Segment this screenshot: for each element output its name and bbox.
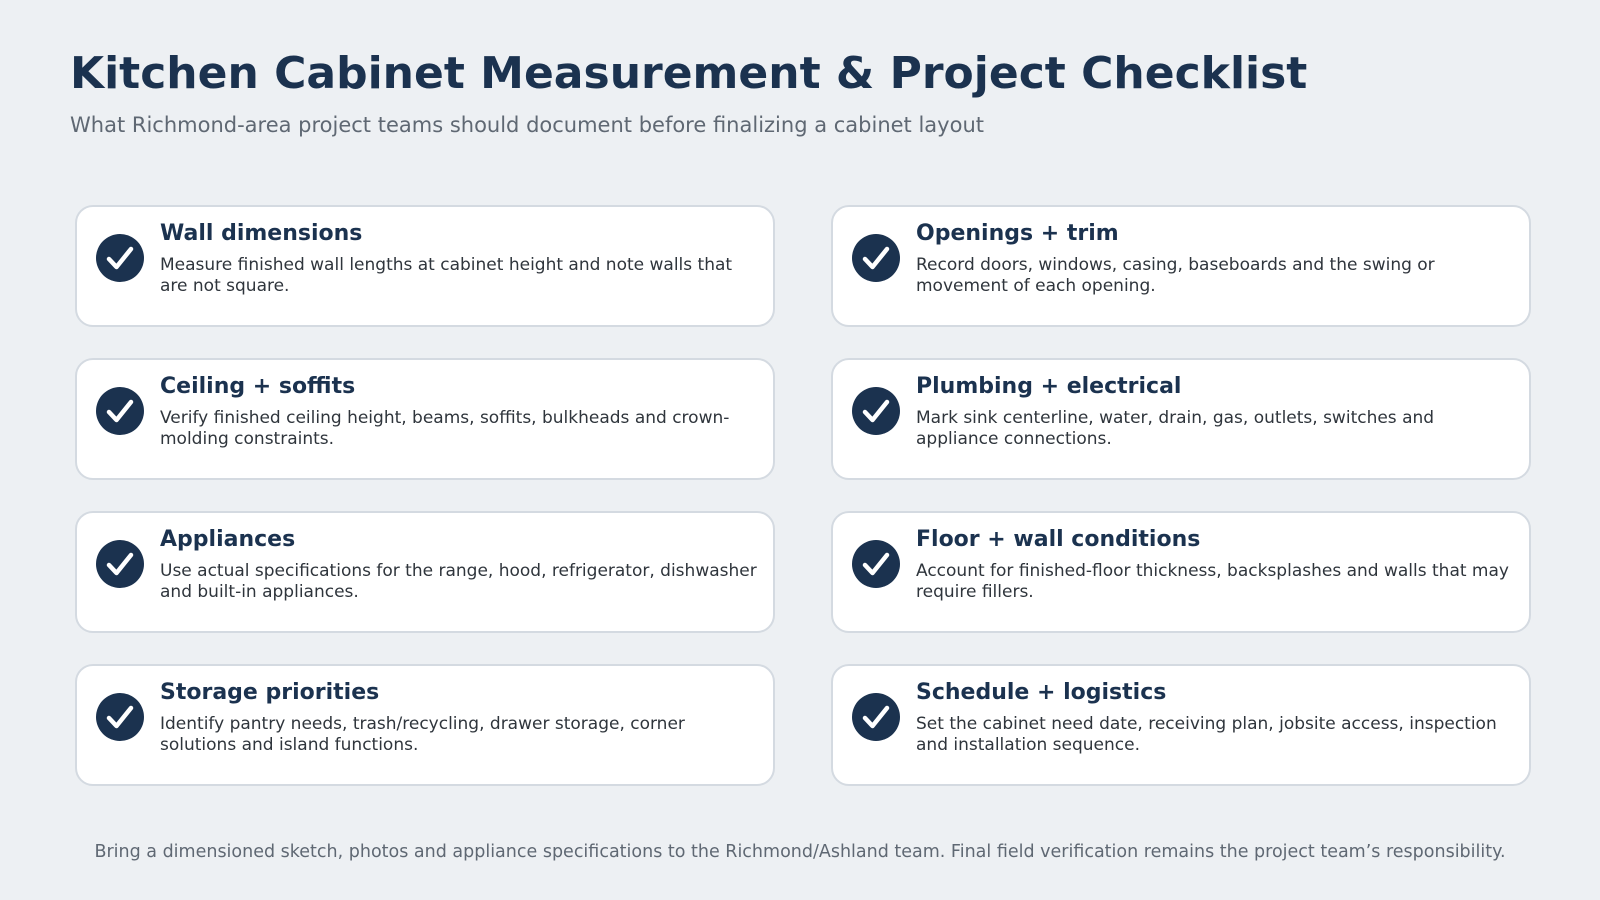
card-title: Storage priorities: [160, 680, 380, 705]
checkmark-icon: [852, 693, 900, 741]
checkmark-icon: [852, 387, 900, 435]
card-description: Use actual specifications for the range, hood, refrigerator, dishwasher and built-in appliances.: [160, 561, 757, 602]
checklist-card-schedule-logistics: [831, 664, 1531, 786]
card-description: Set the cabinet need date, receiving plan, jobsite access, inspection and installation sequence.: [916, 714, 1497, 755]
checkmark-icon: [852, 540, 900, 588]
checklist-card-ceiling-soffits: [75, 358, 775, 480]
card-description: Account for finished-floor thickness, backsplashes and walls that may require fillers.: [916, 561, 1509, 602]
card-description: Measure finished wall lengths at cabinet height and note walls that are not square.: [160, 255, 733, 296]
checklist-card-storage-priorities: [75, 664, 775, 786]
checkmark-icon: [96, 540, 144, 588]
card-description: Identify pantry needs, trash/recycling, drawer storage, corner solutions and island functions.: [160, 714, 685, 755]
footer-note: Bring a dimensioned sketch, photos and appliance specifications to the Richmond/Ashland team. Final field verification remains the project team’s responsibility.: [94, 842, 1506, 862]
checklist-grid: [75, 205, 1531, 786]
checkmark-icon: [96, 693, 144, 741]
card-description: Mark sink centerline, water, drain, gas, outlets, switches and appliance connections.: [916, 408, 1435, 449]
page-header: [70, 44, 1307, 140]
card-title: Plumbing + electrical: [916, 374, 1182, 399]
page-subtitle: What Richmond-area project teams should document before finalizing a cabinet layout: [70, 113, 984, 137]
checkmark-icon: [96, 387, 144, 435]
card-title: Floor + wall conditions: [916, 527, 1201, 552]
card-title: Ceiling + soffits: [160, 374, 356, 399]
checklist-card-plumbing-electrical: [831, 358, 1531, 480]
card-title: Openings + trim: [916, 221, 1119, 246]
checkmark-icon: [852, 234, 900, 282]
card-title: Appliances: [160, 527, 296, 552]
card-title: Schedule + logistics: [916, 680, 1167, 705]
card-title: Wall dimensions: [160, 221, 363, 246]
checklist-card-floor-wall-conditions: [831, 511, 1531, 633]
checkmark-icon: [96, 234, 144, 282]
checklist-card-wall-dimensions: [75, 205, 775, 327]
checklist-card-appliances: [75, 511, 775, 633]
page-title: Kitchen Cabinet Measurement & Project Checklist: [70, 48, 1308, 99]
checklist-card-openings-trim: [831, 205, 1531, 327]
card-description: Record doors, windows, casing, baseboards and the swing or movement of each opening.: [916, 255, 1435, 296]
card-description: Verify finished ceiling height, beams, soffits, bulkheads and crown-molding constraints.: [160, 408, 730, 449]
